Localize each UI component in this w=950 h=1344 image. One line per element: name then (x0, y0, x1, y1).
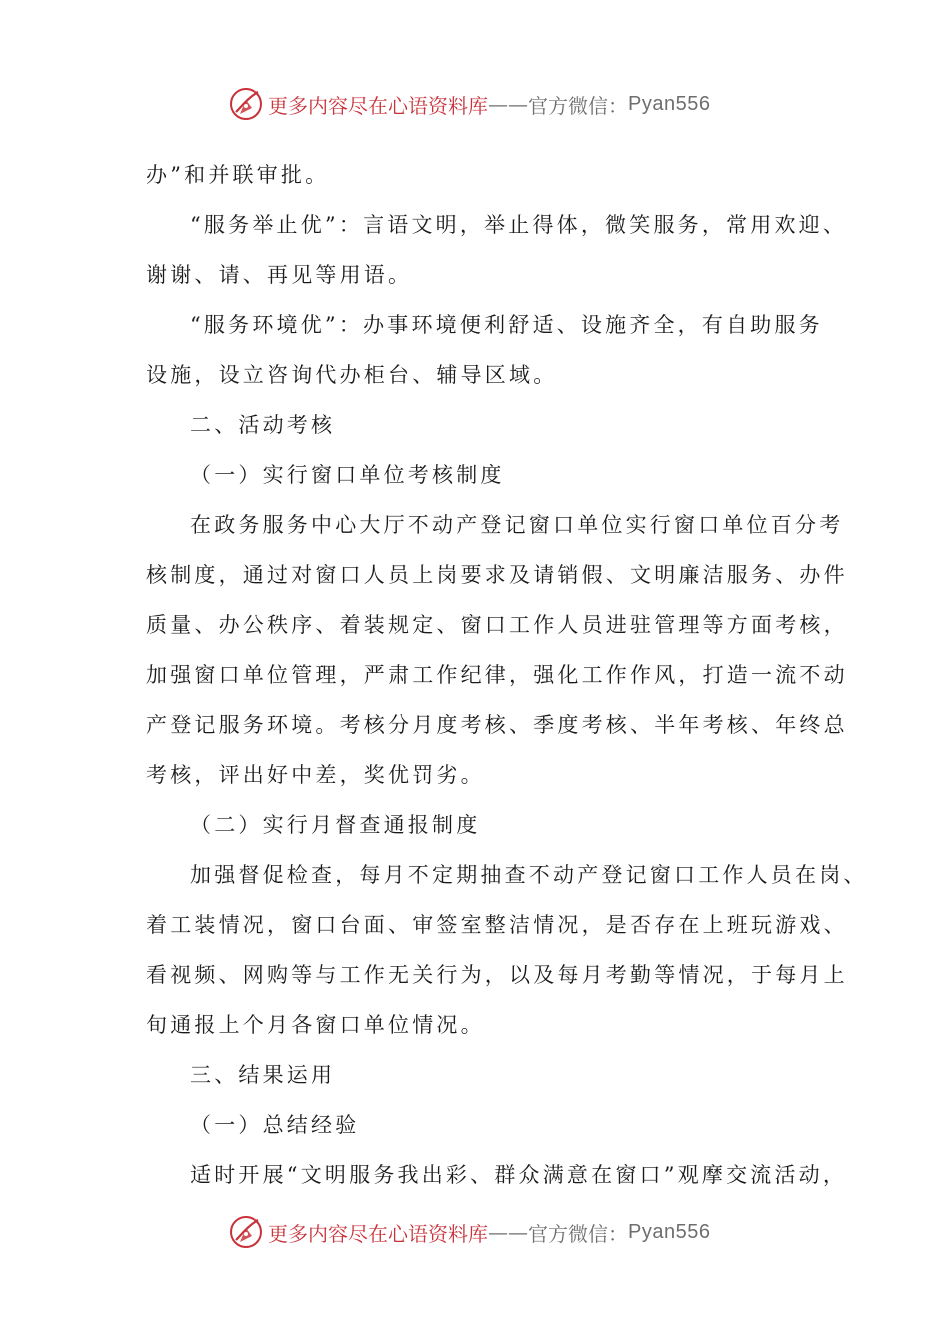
document-body (146, 150, 868, 1200)
body-line: 产登记服务环境。考核分月度考核、季度考核、半年考核、年终总 (146, 713, 848, 737)
body-line: 质量、办公秩序、着装规定、窗口工作人员进驻管理等方面考核， (146, 613, 848, 637)
watermark-wechat-label: 官方微信： (528, 93, 628, 118)
body-line: 适时开展“文明服务我出彩、群众满意在窗口”观摩交流活动， (190, 1163, 848, 1187)
section-heading: 二、活动考核 (190, 413, 336, 437)
body-line: 核制度，通过对窗口人员上岗要求及请销假、文明廉洁服务、办件 (146, 563, 848, 587)
body-line: “服务举止优”：言语文明，举止得体，微笑服务，常用欢迎、 (190, 213, 848, 237)
body-line: 加强督促检查，每月不定期抽查不动产登记窗口工作人员在岗、 (190, 863, 868, 887)
body-line: “服务环境优”：办事环境便利舒适、设施齐全，有自助服务 (190, 313, 823, 337)
body-line: 加强窗口单位管理，严肃工作纪律，强化工作作风，打造一流不动 (146, 663, 848, 687)
body-line: 谢谢、请、再见等用语。 (146, 263, 413, 287)
body-line: 看视频、网购等与工作无关行为，以及每月考勤等情况，于每月上 (146, 963, 848, 987)
section-heading: 三、结果运用 (190, 1063, 336, 1087)
body-line: 旬通报上个月各窗口单位情况。 (146, 1013, 485, 1037)
body-line: 考核，评出好中差，奖优罚劣。 (146, 763, 485, 787)
subsection-heading: （一）实行窗口单位考核制度 (190, 463, 505, 487)
watermark-dash: —— (488, 1220, 528, 1244)
subsection-heading: （一）总结经验 (190, 1113, 360, 1137)
watermark-site-text: 更多内容尽在心语资料库 (268, 1221, 488, 1246)
subsection-heading: （二）实行月督查通报制度 (190, 813, 481, 837)
pen-nib-logo-icon (228, 86, 264, 122)
watermark-dash: —— (488, 92, 528, 116)
body-line: 设施，设立咨询代办柜台、辅导区域。 (146, 363, 558, 387)
pen-nib-logo-icon (228, 1214, 264, 1250)
body-line: 办”和并联审批。 (146, 163, 330, 187)
body-line: 着工装情况，窗口台面、审签室整洁情况，是否存在上班玩游戏、 (146, 913, 848, 937)
watermark-banner-bottom (228, 1212, 710, 1252)
watermark-wechat-id: Pyan556 (628, 92, 711, 115)
watermark-wechat-label: 官方微信： (528, 1221, 628, 1246)
watermark-wechat-id: Pyan556 (628, 1220, 711, 1243)
watermark-banner-top (228, 84, 710, 124)
body-line: 在政务服务中心大厅不动产登记窗口单位实行窗口单位百分考 (190, 513, 844, 537)
watermark-site-text: 更多内容尽在心语资料库 (268, 93, 488, 118)
